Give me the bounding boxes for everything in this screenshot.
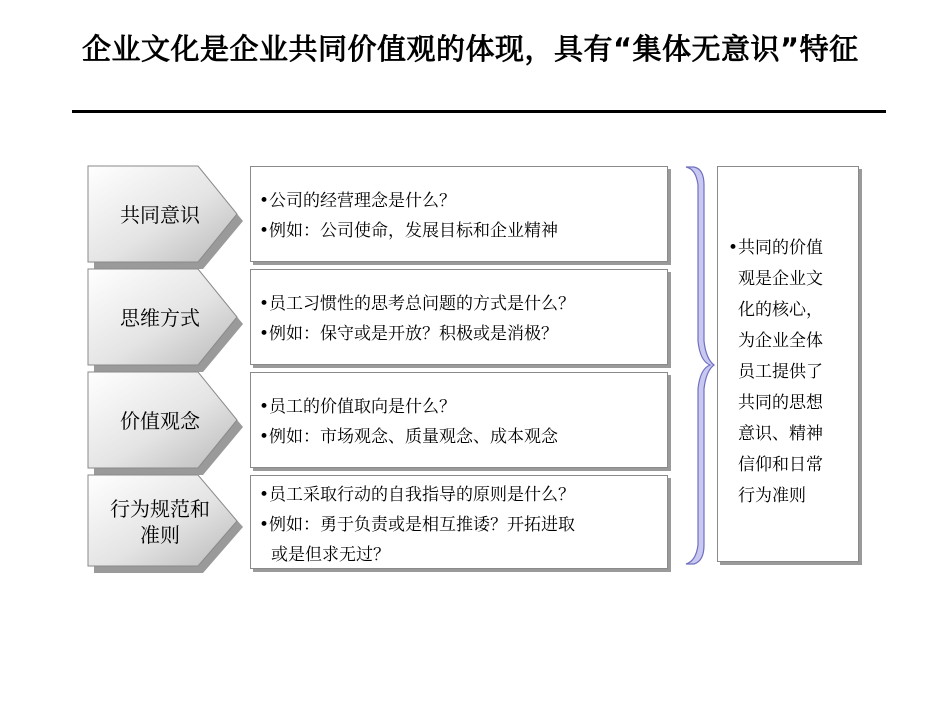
description-line: •例如：保守或是开放？积极或是消极？ [259,324,559,344]
description-line: •公司的经营理念是什么？ [259,191,457,211]
chevron-label-thinking-style: 思维方式 [120,306,200,330]
description-line: •员工采取行动的自我指导的原则是什么？ [259,485,576,505]
description-line: 或是但求无过？ [271,545,390,565]
description-line: •例如：市场观念、质量观念、成本观念 [259,427,559,447]
summary-box [717,166,859,562]
chevron-label-common-awareness: 共同意识 [120,203,200,227]
summary-line: •共同的价值 [728,238,824,258]
description-box-3 [250,372,668,468]
description-line: •例如：勇于负责或是相互推诿？开拓进取 [259,515,576,535]
description-box-1 [250,166,668,262]
summary-line: 化的核心， [738,300,823,320]
chevron-label-line: 准则 [140,523,180,547]
summary-line: 共同的思想 [738,393,823,413]
chevron-label-line: 行为规范和 [110,497,210,521]
summary-line: 员工提供了 [738,362,823,382]
description-line: •例如：公司使命，发展目标和企业精神 [259,221,559,241]
description-box-2 [250,269,668,365]
summary-line: 为企业全体 [738,331,823,351]
chevron-label-values: 价值观念 [120,409,200,433]
description-line: •员工的价值取向是什么？ [259,397,457,417]
summary-line: 信仰和日常 [738,455,823,475]
description-line: •员工习惯性的思考总问题的方式是什么？ [259,294,576,314]
description-box-4 [250,475,668,569]
summary-line: 行为准则 [738,486,806,506]
summary-line: 意识、精神 [738,424,823,444]
right-brace-icon [682,165,716,567]
summary-line: 观是企业文 [738,269,823,289]
chevron-label-behavior-norms [90,496,230,548]
page-title: 企业文化是企业共同价值观的体现，具有“集体无意识”特征 [82,32,859,66]
